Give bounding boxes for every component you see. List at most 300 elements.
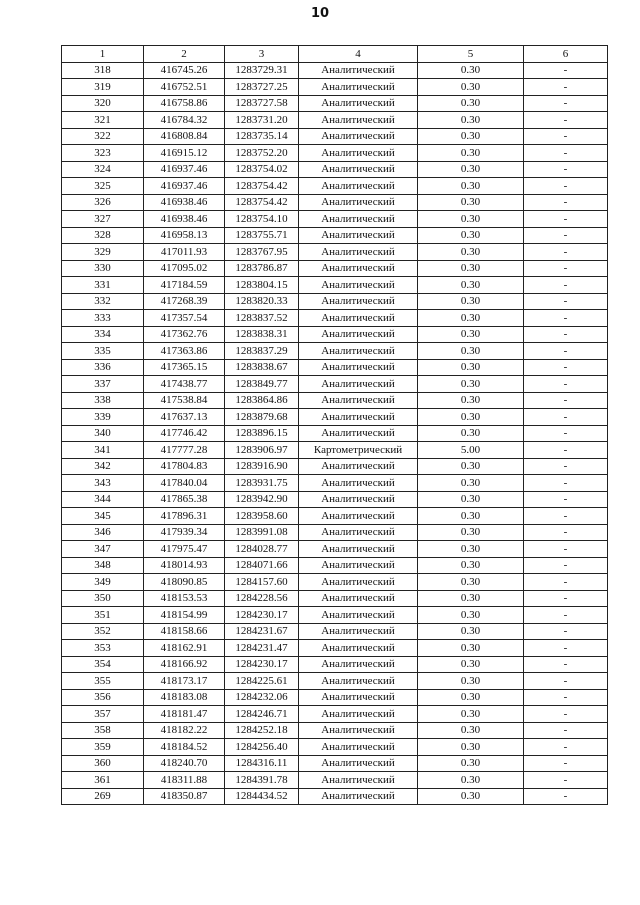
y-coordinate-cell: 1283727.58 bbox=[225, 95, 299, 112]
table-row bbox=[62, 739, 608, 756]
table-row bbox=[62, 673, 608, 690]
accuracy-cell: 0.30 bbox=[418, 227, 524, 244]
method-cell: Аналитический bbox=[299, 656, 418, 673]
y-coordinate-cell: 1284252.18 bbox=[225, 722, 299, 739]
table-row bbox=[62, 95, 608, 112]
note-cell: - bbox=[524, 326, 608, 343]
accuracy-cell: 0.30 bbox=[418, 244, 524, 261]
note-cell: - bbox=[524, 508, 608, 525]
table-row bbox=[62, 62, 608, 79]
point-number-cell: 352 bbox=[62, 623, 144, 640]
y-coordinate-cell: 1284230.17 bbox=[225, 607, 299, 624]
note-cell: - bbox=[524, 788, 608, 805]
accuracy-cell: 0.30 bbox=[418, 194, 524, 211]
accuracy-cell: 0.30 bbox=[418, 475, 524, 492]
point-number-cell: 351 bbox=[62, 607, 144, 624]
point-number-cell: 329 bbox=[62, 244, 144, 261]
method-cell: Картометрический bbox=[299, 442, 418, 459]
x-coordinate-cell: 418181.47 bbox=[144, 706, 225, 723]
accuracy-cell: 0.30 bbox=[418, 161, 524, 178]
table-row bbox=[62, 590, 608, 607]
y-coordinate-cell: 1283729.31 bbox=[225, 62, 299, 79]
y-coordinate-cell: 1284230.17 bbox=[225, 656, 299, 673]
point-number-cell: 361 bbox=[62, 772, 144, 789]
column-header-3: 3 bbox=[225, 46, 299, 63]
method-cell: Аналитический bbox=[299, 788, 418, 805]
point-number-cell: 334 bbox=[62, 326, 144, 343]
table-row bbox=[62, 161, 608, 178]
table-row bbox=[62, 359, 608, 376]
method-cell: Аналитический bbox=[299, 475, 418, 492]
column-header-2: 2 bbox=[144, 46, 225, 63]
x-coordinate-cell: 416745.26 bbox=[144, 62, 225, 79]
accuracy-cell: 0.30 bbox=[418, 772, 524, 789]
table-row bbox=[62, 607, 608, 624]
note-cell: - bbox=[524, 194, 608, 211]
accuracy-cell: 0.30 bbox=[418, 755, 524, 772]
x-coordinate-cell: 418154.99 bbox=[144, 607, 225, 624]
x-coordinate-cell: 416937.46 bbox=[144, 178, 225, 195]
x-coordinate-cell: 418182.22 bbox=[144, 722, 225, 739]
x-coordinate-cell: 416938.46 bbox=[144, 211, 225, 228]
column-header-6: 6 bbox=[524, 46, 608, 63]
accuracy-cell: 0.30 bbox=[418, 277, 524, 294]
accuracy-cell: 0.30 bbox=[418, 524, 524, 541]
table-row bbox=[62, 442, 608, 459]
table-row bbox=[62, 788, 608, 805]
accuracy-cell: 0.30 bbox=[418, 673, 524, 690]
point-number-cell: 354 bbox=[62, 656, 144, 673]
method-cell: Аналитический bbox=[299, 211, 418, 228]
x-coordinate-cell: 418350.87 bbox=[144, 788, 225, 805]
accuracy-cell: 0.30 bbox=[418, 739, 524, 756]
y-coordinate-cell: 1283942.90 bbox=[225, 491, 299, 508]
note-cell: - bbox=[524, 62, 608, 79]
note-cell: - bbox=[524, 128, 608, 145]
table-row bbox=[62, 409, 608, 426]
note-cell: - bbox=[524, 574, 608, 591]
x-coordinate-cell: 416752.51 bbox=[144, 79, 225, 96]
accuracy-cell: 0.30 bbox=[418, 145, 524, 162]
accuracy-cell: 0.30 bbox=[418, 689, 524, 706]
method-cell: Аналитический bbox=[299, 260, 418, 277]
x-coordinate-cell: 418014.93 bbox=[144, 557, 225, 574]
y-coordinate-cell: 1283767.95 bbox=[225, 244, 299, 261]
note-cell: - bbox=[524, 755, 608, 772]
note-cell: - bbox=[524, 458, 608, 475]
note-cell: - bbox=[524, 689, 608, 706]
table-row bbox=[62, 310, 608, 327]
method-cell: Аналитический bbox=[299, 178, 418, 195]
accuracy-cell: 0.30 bbox=[418, 607, 524, 624]
point-number-cell: 338 bbox=[62, 392, 144, 409]
x-coordinate-cell: 417840.04 bbox=[144, 475, 225, 492]
point-number-cell: 324 bbox=[62, 161, 144, 178]
note-cell: - bbox=[524, 524, 608, 541]
table-row bbox=[62, 392, 608, 409]
note-cell: - bbox=[524, 673, 608, 690]
method-cell: Аналитический bbox=[299, 772, 418, 789]
x-coordinate-cell: 417438.77 bbox=[144, 376, 225, 393]
method-cell: Аналитический bbox=[299, 409, 418, 426]
accuracy-cell: 0.30 bbox=[418, 293, 524, 310]
y-coordinate-cell: 1283837.52 bbox=[225, 310, 299, 327]
note-cell: - bbox=[524, 623, 608, 640]
note-cell: - bbox=[524, 343, 608, 360]
x-coordinate-cell: 417637.13 bbox=[144, 409, 225, 426]
x-coordinate-cell: 417777.28 bbox=[144, 442, 225, 459]
accuracy-cell: 0.30 bbox=[418, 128, 524, 145]
point-number-cell: 353 bbox=[62, 640, 144, 657]
table-row bbox=[62, 145, 608, 162]
accuracy-cell: 0.30 bbox=[418, 310, 524, 327]
note-cell: - bbox=[524, 161, 608, 178]
note-cell: - bbox=[524, 178, 608, 195]
table-row bbox=[62, 524, 608, 541]
point-number-cell: 333 bbox=[62, 310, 144, 327]
method-cell: Аналитический bbox=[299, 277, 418, 294]
accuracy-cell: 0.30 bbox=[418, 62, 524, 79]
note-cell: - bbox=[524, 475, 608, 492]
note-cell: - bbox=[524, 722, 608, 739]
y-coordinate-cell: 1283820.33 bbox=[225, 293, 299, 310]
accuracy-cell: 0.30 bbox=[418, 541, 524, 558]
method-cell: Аналитический bbox=[299, 95, 418, 112]
note-cell: - bbox=[524, 640, 608, 657]
method-cell: Аналитический bbox=[299, 508, 418, 525]
table-row bbox=[62, 475, 608, 492]
point-number-cell: 343 bbox=[62, 475, 144, 492]
y-coordinate-cell: 1284228.56 bbox=[225, 590, 299, 607]
x-coordinate-cell: 416808.84 bbox=[144, 128, 225, 145]
note-cell: - bbox=[524, 739, 608, 756]
y-coordinate-cell: 1283786.87 bbox=[225, 260, 299, 277]
accuracy-cell: 0.30 bbox=[418, 376, 524, 393]
point-number-cell: 355 bbox=[62, 673, 144, 690]
y-coordinate-cell: 1283879.68 bbox=[225, 409, 299, 426]
accuracy-cell: 0.30 bbox=[418, 557, 524, 574]
table-row bbox=[62, 755, 608, 772]
note-cell: - bbox=[524, 772, 608, 789]
x-coordinate-cell: 418090.85 bbox=[144, 574, 225, 591]
y-coordinate-cell: 1283754.02 bbox=[225, 161, 299, 178]
x-coordinate-cell: 417804.83 bbox=[144, 458, 225, 475]
table-row bbox=[62, 277, 608, 294]
x-coordinate-cell: 418184.52 bbox=[144, 739, 225, 756]
table-row bbox=[62, 574, 608, 591]
method-cell: Аналитический bbox=[299, 722, 418, 739]
y-coordinate-cell: 1283906.97 bbox=[225, 442, 299, 459]
point-number-cell: 340 bbox=[62, 425, 144, 442]
x-coordinate-cell: 417011.93 bbox=[144, 244, 225, 261]
point-number-cell: 348 bbox=[62, 557, 144, 574]
method-cell: Аналитический bbox=[299, 293, 418, 310]
x-coordinate-cell: 417363.86 bbox=[144, 343, 225, 360]
x-coordinate-cell: 416915.12 bbox=[144, 145, 225, 162]
note-cell: - bbox=[524, 79, 608, 96]
note-cell: - bbox=[524, 376, 608, 393]
accuracy-cell: 0.30 bbox=[418, 590, 524, 607]
point-number-cell: 349 bbox=[62, 574, 144, 591]
table-row bbox=[62, 541, 608, 558]
method-cell: Аналитический bbox=[299, 359, 418, 376]
point-number-cell: 331 bbox=[62, 277, 144, 294]
y-coordinate-cell: 1284225.61 bbox=[225, 673, 299, 690]
method-cell: Аналитический bbox=[299, 557, 418, 574]
note-cell: - bbox=[524, 211, 608, 228]
table-row bbox=[62, 343, 608, 360]
table-row bbox=[62, 689, 608, 706]
method-cell: Аналитический bbox=[299, 706, 418, 723]
y-coordinate-cell: 1283916.90 bbox=[225, 458, 299, 475]
point-number-cell: 345 bbox=[62, 508, 144, 525]
y-coordinate-cell: 1284231.47 bbox=[225, 640, 299, 657]
x-coordinate-cell: 418158.66 bbox=[144, 623, 225, 640]
accuracy-cell: 0.30 bbox=[418, 656, 524, 673]
table-row bbox=[62, 211, 608, 228]
method-cell: Аналитический bbox=[299, 194, 418, 211]
note-cell: - bbox=[524, 590, 608, 607]
accuracy-cell: 0.30 bbox=[418, 112, 524, 129]
method-cell: Аналитический bbox=[299, 310, 418, 327]
y-coordinate-cell: 1283837.29 bbox=[225, 343, 299, 360]
point-number-cell: 332 bbox=[62, 293, 144, 310]
x-coordinate-cell: 418166.92 bbox=[144, 656, 225, 673]
y-coordinate-cell: 1284232.06 bbox=[225, 689, 299, 706]
y-coordinate-cell: 1284434.52 bbox=[225, 788, 299, 805]
x-coordinate-cell: 417184.59 bbox=[144, 277, 225, 294]
accuracy-cell: 5.00 bbox=[418, 442, 524, 459]
accuracy-cell: 0.30 bbox=[418, 722, 524, 739]
note-cell: - bbox=[524, 656, 608, 673]
x-coordinate-cell: 416938.46 bbox=[144, 194, 225, 211]
y-coordinate-cell: 1283849.77 bbox=[225, 376, 299, 393]
method-cell: Аналитический bbox=[299, 244, 418, 261]
point-number-cell: 320 bbox=[62, 95, 144, 112]
y-coordinate-cell: 1283958.60 bbox=[225, 508, 299, 525]
y-coordinate-cell: 1284316.11 bbox=[225, 755, 299, 772]
y-coordinate-cell: 1284246.71 bbox=[225, 706, 299, 723]
y-coordinate-cell: 1283931.75 bbox=[225, 475, 299, 492]
note-cell: - bbox=[524, 706, 608, 723]
table-row bbox=[62, 722, 608, 739]
table-row bbox=[62, 640, 608, 657]
point-number-cell: 350 bbox=[62, 590, 144, 607]
column-header-4: 4 bbox=[299, 46, 418, 63]
method-cell: Аналитический bbox=[299, 640, 418, 657]
y-coordinate-cell: 1283755.71 bbox=[225, 227, 299, 244]
y-coordinate-cell: 1284071.66 bbox=[225, 557, 299, 574]
table-row bbox=[62, 227, 608, 244]
method-cell: Аналитический bbox=[299, 590, 418, 607]
note-cell: - bbox=[524, 557, 608, 574]
accuracy-cell: 0.30 bbox=[418, 458, 524, 475]
table-row bbox=[62, 458, 608, 475]
point-number-cell: 325 bbox=[62, 178, 144, 195]
table-header bbox=[62, 46, 608, 63]
x-coordinate-cell: 416937.46 bbox=[144, 161, 225, 178]
note-cell: - bbox=[524, 293, 608, 310]
point-number-cell: 321 bbox=[62, 112, 144, 129]
x-coordinate-cell: 417362.76 bbox=[144, 326, 225, 343]
y-coordinate-cell: 1283838.67 bbox=[225, 359, 299, 376]
y-coordinate-cell: 1283727.25 bbox=[225, 79, 299, 96]
accuracy-cell: 0.30 bbox=[418, 359, 524, 376]
accuracy-cell: 0.30 bbox=[418, 425, 524, 442]
table-row bbox=[62, 260, 608, 277]
y-coordinate-cell: 1283754.10 bbox=[225, 211, 299, 228]
accuracy-cell: 0.30 bbox=[418, 79, 524, 96]
y-coordinate-cell: 1283838.31 bbox=[225, 326, 299, 343]
note-cell: - bbox=[524, 277, 608, 294]
accuracy-cell: 0.30 bbox=[418, 623, 524, 640]
table-row bbox=[62, 79, 608, 96]
method-cell: Аналитический bbox=[299, 491, 418, 508]
point-number-cell: 327 bbox=[62, 211, 144, 228]
method-cell: Аналитический bbox=[299, 607, 418, 624]
coordinates-table bbox=[61, 45, 608, 805]
table-row bbox=[62, 194, 608, 211]
method-cell: Аналитический bbox=[299, 128, 418, 145]
note-cell: - bbox=[524, 310, 608, 327]
note-cell: - bbox=[524, 145, 608, 162]
y-coordinate-cell: 1283754.42 bbox=[225, 178, 299, 195]
x-coordinate-cell: 417538.84 bbox=[144, 392, 225, 409]
method-cell: Аналитический bbox=[299, 161, 418, 178]
method-cell: Аналитический bbox=[299, 689, 418, 706]
table-row bbox=[62, 656, 608, 673]
x-coordinate-cell: 418183.08 bbox=[144, 689, 225, 706]
x-coordinate-cell: 417975.47 bbox=[144, 541, 225, 558]
y-coordinate-cell: 1283804.15 bbox=[225, 277, 299, 294]
column-header-1: 1 bbox=[62, 46, 144, 63]
table-row bbox=[62, 491, 608, 508]
point-number-cell: 337 bbox=[62, 376, 144, 393]
accuracy-cell: 0.30 bbox=[418, 178, 524, 195]
method-cell: Аналитический bbox=[299, 79, 418, 96]
x-coordinate-cell: 417865.38 bbox=[144, 491, 225, 508]
accuracy-cell: 0.30 bbox=[418, 260, 524, 277]
method-cell: Аналитический bbox=[299, 574, 418, 591]
method-cell: Аналитический bbox=[299, 541, 418, 558]
table-row bbox=[62, 557, 608, 574]
point-number-cell: 269 bbox=[62, 788, 144, 805]
method-cell: Аналитический bbox=[299, 425, 418, 442]
table-body bbox=[62, 62, 608, 805]
y-coordinate-cell: 1283864.86 bbox=[225, 392, 299, 409]
table-row bbox=[62, 706, 608, 723]
table-row bbox=[62, 128, 608, 145]
method-cell: Аналитический bbox=[299, 326, 418, 343]
x-coordinate-cell: 416958.13 bbox=[144, 227, 225, 244]
table-row bbox=[62, 425, 608, 442]
method-cell: Аналитический bbox=[299, 458, 418, 475]
method-cell: Аналитический bbox=[299, 623, 418, 640]
point-number-cell: 342 bbox=[62, 458, 144, 475]
method-cell: Аналитический bbox=[299, 524, 418, 541]
method-cell: Аналитический bbox=[299, 739, 418, 756]
point-number-cell: 326 bbox=[62, 194, 144, 211]
method-cell: Аналитический bbox=[299, 755, 418, 772]
column-header-5: 5 bbox=[418, 46, 524, 63]
note-cell: - bbox=[524, 244, 608, 261]
accuracy-cell: 0.30 bbox=[418, 508, 524, 525]
accuracy-cell: 0.30 bbox=[418, 392, 524, 409]
point-number-cell: 360 bbox=[62, 755, 144, 772]
point-number-cell: 347 bbox=[62, 541, 144, 558]
page-number: 10 bbox=[310, 6, 330, 21]
point-number-cell: 322 bbox=[62, 128, 144, 145]
accuracy-cell: 0.30 bbox=[418, 95, 524, 112]
point-number-cell: 318 bbox=[62, 62, 144, 79]
point-number-cell: 341 bbox=[62, 442, 144, 459]
y-coordinate-cell: 1284157.60 bbox=[225, 574, 299, 591]
y-coordinate-cell: 1283896.15 bbox=[225, 425, 299, 442]
table-row bbox=[62, 772, 608, 789]
point-number-cell: 319 bbox=[62, 79, 144, 96]
method-cell: Аналитический bbox=[299, 673, 418, 690]
x-coordinate-cell: 418311.88 bbox=[144, 772, 225, 789]
note-cell: - bbox=[524, 607, 608, 624]
x-coordinate-cell: 417365.15 bbox=[144, 359, 225, 376]
note-cell: - bbox=[524, 112, 608, 129]
y-coordinate-cell: 1283735.14 bbox=[225, 128, 299, 145]
point-number-cell: 357 bbox=[62, 706, 144, 723]
table-row bbox=[62, 244, 608, 261]
point-number-cell: 335 bbox=[62, 343, 144, 360]
accuracy-cell: 0.30 bbox=[418, 706, 524, 723]
method-cell: Аналитический bbox=[299, 343, 418, 360]
x-coordinate-cell: 417268.39 bbox=[144, 293, 225, 310]
y-coordinate-cell: 1283754.42 bbox=[225, 194, 299, 211]
x-coordinate-cell: 417939.34 bbox=[144, 524, 225, 541]
accuracy-cell: 0.30 bbox=[418, 211, 524, 228]
point-number-cell: 339 bbox=[62, 409, 144, 426]
point-number-cell: 346 bbox=[62, 524, 144, 541]
note-cell: - bbox=[524, 227, 608, 244]
method-cell: Аналитический bbox=[299, 392, 418, 409]
table-row bbox=[62, 178, 608, 195]
note-cell: - bbox=[524, 425, 608, 442]
y-coordinate-cell: 1284391.78 bbox=[225, 772, 299, 789]
y-coordinate-cell: 1283991.08 bbox=[225, 524, 299, 541]
note-cell: - bbox=[524, 442, 608, 459]
note-cell: - bbox=[524, 260, 608, 277]
header-row bbox=[62, 46, 608, 63]
note-cell: - bbox=[524, 409, 608, 426]
x-coordinate-cell: 416758.86 bbox=[144, 95, 225, 112]
method-cell: Аналитический bbox=[299, 145, 418, 162]
accuracy-cell: 0.30 bbox=[418, 326, 524, 343]
y-coordinate-cell: 1283752.20 bbox=[225, 145, 299, 162]
method-cell: Аналитический bbox=[299, 376, 418, 393]
x-coordinate-cell: 417746.42 bbox=[144, 425, 225, 442]
accuracy-cell: 0.30 bbox=[418, 491, 524, 508]
accuracy-cell: 0.30 bbox=[418, 574, 524, 591]
table-row bbox=[62, 326, 608, 343]
x-coordinate-cell: 418153.53 bbox=[144, 590, 225, 607]
method-cell: Аналитический bbox=[299, 62, 418, 79]
method-cell: Аналитический bbox=[299, 112, 418, 129]
note-cell: - bbox=[524, 541, 608, 558]
point-number-cell: 328 bbox=[62, 227, 144, 244]
x-coordinate-cell: 417896.31 bbox=[144, 508, 225, 525]
y-coordinate-cell: 1284256.40 bbox=[225, 739, 299, 756]
table-row bbox=[62, 376, 608, 393]
x-coordinate-cell: 417357.54 bbox=[144, 310, 225, 327]
y-coordinate-cell: 1284028.77 bbox=[225, 541, 299, 558]
table-row bbox=[62, 293, 608, 310]
